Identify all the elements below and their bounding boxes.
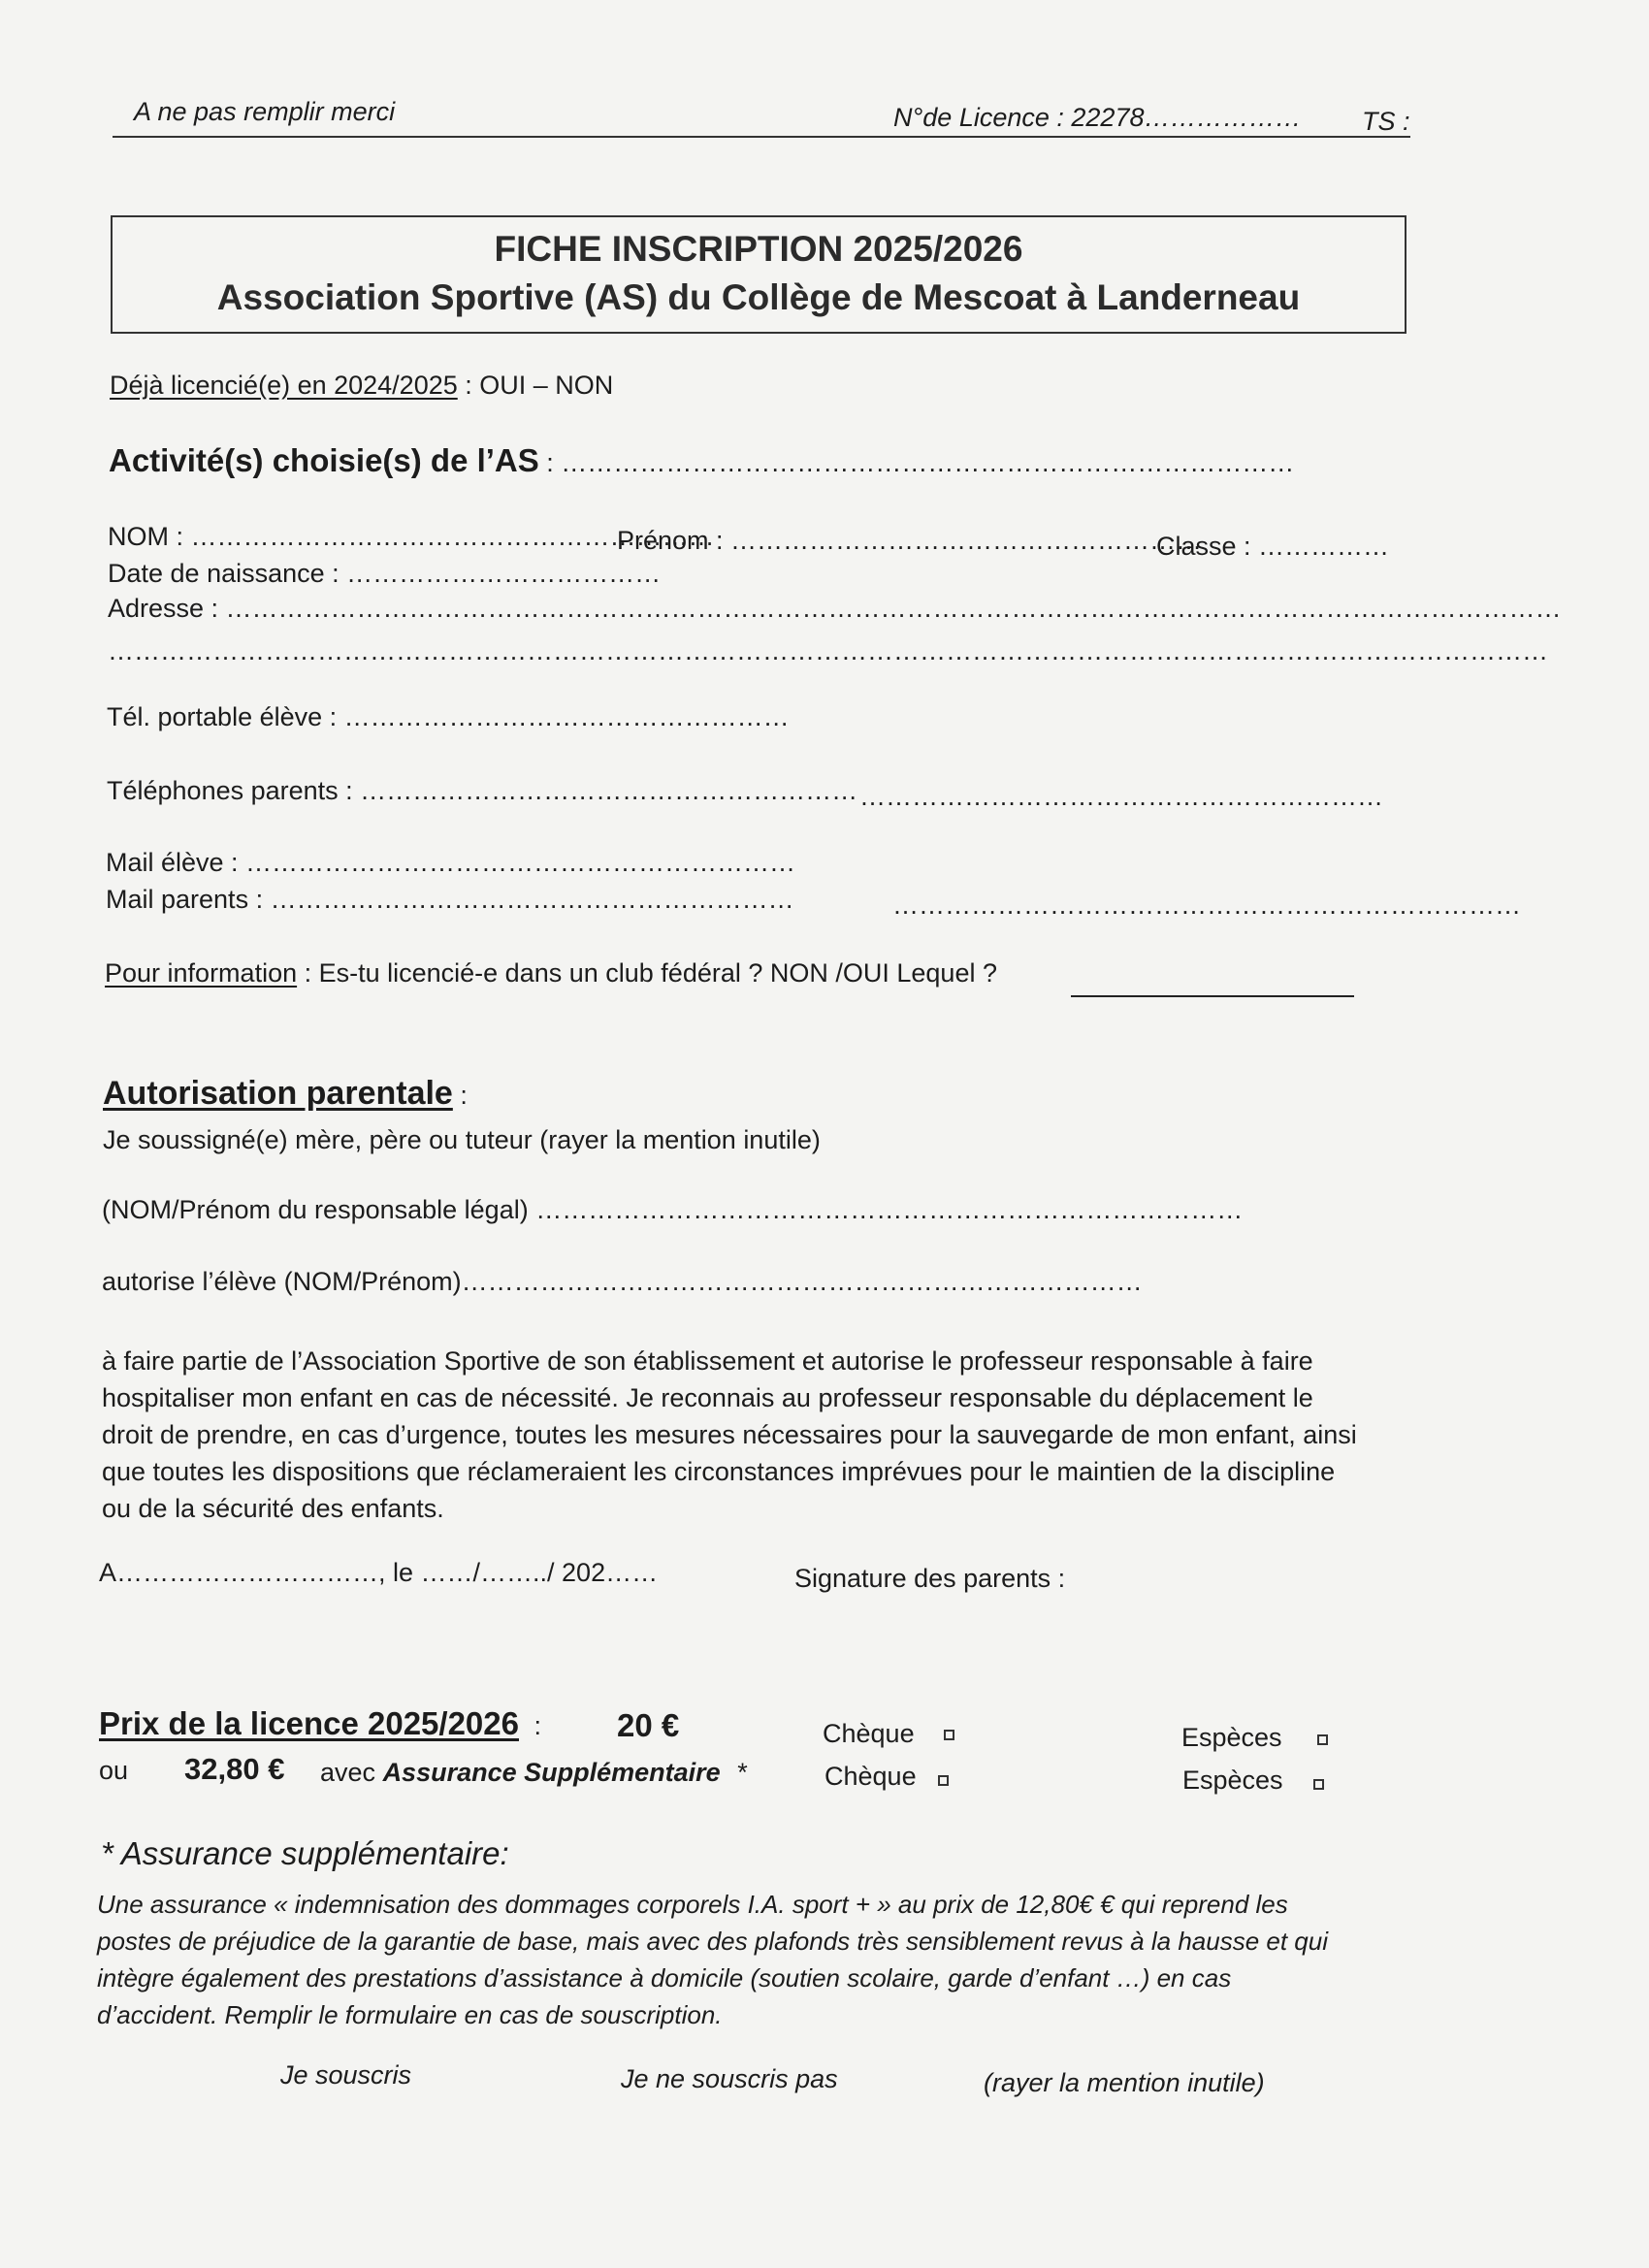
cheque-label-1: Chèque <box>823 1719 915 1748</box>
classe-field[interactable]: Classe : …………… <box>1156 532 1390 561</box>
autorisation-heading: Autorisation parentale <box>103 1075 453 1112</box>
assurance-supplementaire-label: Assurance Supplémentaire <box>382 1758 721 1787</box>
prix-colon: : <box>526 1711 541 1740</box>
especes-label-1: Espèces <box>1181 1723 1282 1752</box>
club-name-field[interactable] <box>1071 995 1354 997</box>
autorisation-paragraph-line: ou de la sécurité des enfants. <box>102 1494 444 1523</box>
info-row <box>105 958 997 988</box>
prix-heading-row <box>99 1705 541 1742</box>
adresse-field-2[interactable]: ………………………………………………………………………………………………………………………………………………… <box>108 636 1548 665</box>
autorisation-colon: : <box>452 1081 468 1110</box>
responsable-legal-field[interactable]: (NOM/Prénom du responsable légal) ……………………………………………………………………… <box>102 1195 1244 1224</box>
assurance-star: * <box>737 1758 748 1787</box>
je-souscris-option[interactable]: Je souscris <box>280 2060 412 2090</box>
autorisation-paragraph-line: à faire partie de l’Association Sportive de son établissement et autorise le professeur responsable à faire <box>102 1346 1313 1376</box>
soussigne-line: Je soussigné(e) mère, père ou tuteur (rayer la mention inutile) <box>103 1125 821 1154</box>
especes-checkbox-2[interactable] <box>1313 1779 1324 1790</box>
mail-parents-field-2[interactable]: ……………………………………………………………… <box>892 891 1521 920</box>
lieu-date-field[interactable]: A…………………………, le ……/……../ 202…… <box>99 1558 659 1587</box>
price-32-80: 32,80 € <box>184 1752 285 1786</box>
deja-licencie-value[interactable]: : OUI – NON <box>457 371 614 400</box>
assurance-paragraph-line: intègre également des prestations d’assistance à domicile (soutien scolaire, garde d’enfant …) en cas <box>97 1963 1232 1993</box>
especes-label-2: Espèces <box>1182 1766 1283 1795</box>
date-naissance-field[interactable]: Date de naissance : ……………………………… <box>108 559 662 588</box>
cheque-checkbox-1[interactable] <box>944 1730 954 1740</box>
assurance-paragraph-line: postes de préjudice de la garantie de base, mais avec des plafonds très sensiblement revus à la hausse et qui <box>97 1927 1328 1956</box>
eleve-autorise-field[interactable]: autorise l’élève (NOM/Prénom)…………………………………………………………………… <box>102 1267 1143 1296</box>
ts-label: TS : <box>1362 107 1410 136</box>
cheque-checkbox-2[interactable] <box>938 1775 949 1786</box>
cheque-label-2: Chèque <box>824 1762 917 1791</box>
info-label: Pour information <box>105 958 298 988</box>
info-question: : Es-tu licencié-e dans un club fédéral ? NON /OUI Lequel ? <box>297 958 997 988</box>
tel-parents-field[interactable]: Téléphones parents : ………………………………………………… <box>107 776 858 805</box>
prenom-field[interactable]: Prénom : ……………………………………………… <box>617 526 1203 555</box>
assurance-paragraph-line: Une assurance « indemnisation des dommages corporels I.A. sport + » au prix de 12,80€ € qui reprend les <box>97 1890 1288 1919</box>
mail-parents-field[interactable]: Mail parents : …………………………………………………… <box>106 885 794 914</box>
autorisation-paragraph-line: que toutes les dispositions que réclameraient les circonstances imprévues pour le maintien de la discipline <box>102 1457 1336 1486</box>
mail-eleve-field[interactable]: Mail élève : ……………………………………………………… <box>106 848 796 877</box>
je-ne-souscris-pas-option[interactable]: Je ne souscris pas <box>621 2064 838 2093</box>
autorisation-paragraph <box>102 1343 1357 1527</box>
deja-licencie-row <box>110 371 613 401</box>
autorisation-heading-row <box>103 1075 468 1113</box>
autorisation-paragraph-line: droit de prendre, en cas d’urgence, toutes les mesures nécessaires pour la sauvegarde de mon enfant, ainsi <box>102 1420 1357 1449</box>
rayer-mention-note: (rayer la mention inutile) <box>984 2068 1265 2097</box>
tel-eleve-field[interactable]: Tél. portable élève : …………………………………………… <box>107 702 790 731</box>
tel-parents-field-2[interactable]: …………………………………………………… <box>859 782 1383 811</box>
form-title: FICHE INSCRIPTION 2025/2026 <box>494 229 1023 269</box>
activite-field[interactable]: : ………………………………………………………………………… <box>538 448 1295 477</box>
activite-row <box>109 442 1294 479</box>
adresse-field[interactable]: Adresse : ……………………………………………………………………………………………………………………………………… <box>108 594 1562 623</box>
assurance-paragraph <box>97 1886 1328 2033</box>
autorisation-paragraph-line: hospitaliser mon enfant en cas de nécessité. Je reconnais au professeur responsable du déplacement le <box>102 1383 1313 1412</box>
deja-licencie-label: Déjà licencié(e) en 2024/2025 <box>110 371 458 400</box>
licence-number: N°de Licence : 22278……………… <box>893 103 1302 132</box>
nom-field[interactable]: NOM : …………………………………………………… <box>108 522 715 551</box>
top-divider <box>113 136 1410 138</box>
activite-label: Activité(s) choisie(s) de l’AS <box>109 442 539 478</box>
avec-assurance-row <box>320 1758 748 1788</box>
especes-checkbox-1[interactable] <box>1317 1734 1328 1745</box>
signature-parents-label: Signature des parents : <box>794 1564 1066 1593</box>
ou-label: ou <box>99 1756 129 1785</box>
price-20: 20 € <box>617 1707 680 1743</box>
association-title: Association Sportive (AS) du Collège de Mescoat à Landerneau <box>216 277 1301 317</box>
assurance-paragraph-line: d’accident. Remplir le formulaire en cas de souscription. <box>97 2000 723 2029</box>
title-box <box>111 215 1406 334</box>
avec-label: avec <box>320 1758 376 1787</box>
assurance-heading: * Assurance supplémentaire: <box>101 1835 509 1871</box>
do-not-fill-note: A ne pas remplir merci <box>134 97 396 126</box>
prix-heading: Prix de la licence 2025/2026 <box>99 1705 519 1741</box>
